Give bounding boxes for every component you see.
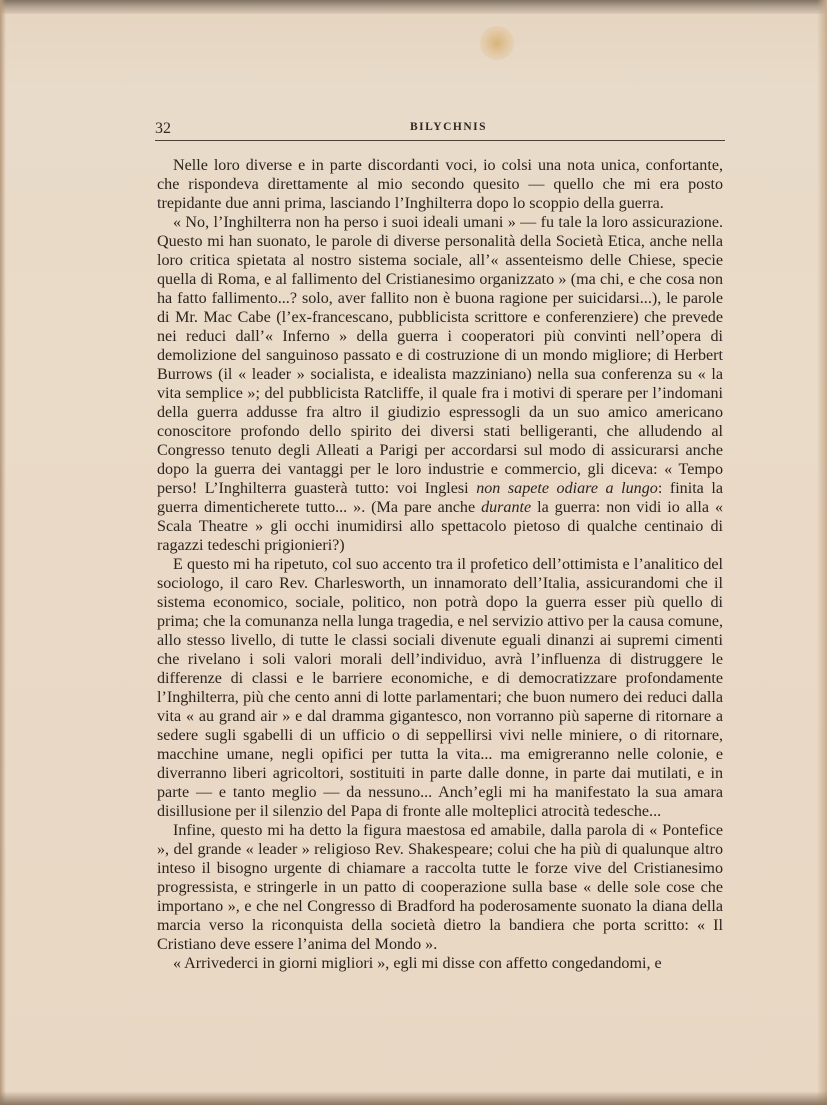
paragraph-1-text: Nelle loro diverse e in parte discordanti voci, io colsi una nota unica, confortante, che rispondeva direttamente al mio secondo quesito — quello che mi era posto trepidante due anni prima, lasciando l’Inghilterra dopo lo scoppio della guerra. [157,157,723,212]
page-right-edge [817,0,827,1105]
page-top-edge [0,0,827,14]
paragraph-1 [157,156,723,213]
page-left-edge [0,0,6,1105]
paragraph-2-text-c: la guerra: non vidi io alla « Scala Theatre » gli occhi inumidirsi allo spettacolo pietoso di qualche centinaio di ragazzi tedeschi prigionieri?) [157,499,723,554]
header-rule [155,140,725,141]
article-body [157,156,723,973]
italic-phrase-non-sapete: non sapete odiare a lungo [476,480,658,497]
paragraph-2 [157,213,723,555]
paragraph-5-text: « Arrivederci in giorni migliori », egli mi disse con affetto congedandomi, e [173,955,662,972]
running-head-title: BILYCHNIS [410,121,487,133]
italic-word-durante: durante [481,499,532,516]
paragraph-5 [157,954,723,973]
paragraph-3 [157,555,723,821]
paragraph-4 [157,821,723,954]
paragraph-2-text-b: : finita la guerra dimenticherete tutto... ». (Ma pare anche [157,480,723,516]
paragraph-2-text-a: « No, l’Inghilterra non ha perso i suoi ideali umani » — fu tale la loro assicurazione. Questo mi han suonato, le parole di diverse personalità della Società Etica, anche nella loro critica spietata al nostro sistema sociale, all’« assenteismo delle Chiese, specie quella di Roma, e al fallimento del Cristianesimo organizzato » (ma chi, e che cosa non ha fatto fallimento...? solo, aver fallito non è buona ragione per suicidarsi...), le parole di Mr. Mac Cabe (l’ex-francescano, pubblicista scrittore e conferenziere) che prevede nei reduci dall’« Inferno » della guerra i cooperatori più convinti nell’opera di demolizione del sanguinoso passato e di costruzione di un mondo migliore; di Herbert Burrows (il « leader » socialista, e idealista mazziniano) nella sua conferenza su « la vita semplice »; del pubblicista Ratcliffe, il quale fra i motivi di sperare per l’indomani della guerra addusse fra altro il giudizio espressogli da un suo amico americano conoscitore profondo dello spirito dei diversi stati belligeranti, che alludendo al Congresso tenuto degli Alleati a Parigi per accordarsi sul modo di assicurarsi anche dopo la guerra dei vantaggi per le loro industrie e commercio, gli diceva: « Tempo perso! L’Inghilterra guasterà tutto: voi Inglesi [157,214,723,497]
paragraph-3-text: E questo mi ha ripetuto, col suo accento tra il profetico dell’ottimista e l’analitico del sociologo, il caro Rev. Charlesworth, un innamorato dell’Italia, assicurandomi che il sistema economico, sociale, politico, non potrà dopo la guerra esser più quello di prima; che la comunanza nella lunga tragedia, e nel servizio attivo per la causa comune, allo stesso livello, di tutte le classi sociali divenute eguali dinanzi ai supremi cimenti che rivelano i soli valori morali dell’individuo, avrà l’influenza di distruggere le differenze di classi e le barriere economiche, e di democratizzare profondamente l’Inghilterra, più che cento anni di lotte parlamentari; che buon numero dei reduci dalla vita « au grand air » e dal dramma gigantesco, non vorranno più saperne di ritornare a sedere sugli sgabelli di un ufficio o di seppellirsi vivi nelle miniere, o di ritornare, macchine umane, negli opifici per tutta la vita... ma emigreranno nelle colonie, e diverranno liberi agricoltori, sostituiti in parte dalle donne, in parte dai mutilati, e in parte — e tanto meglio — da nessuno... Anch’egli mi ha manifestato la sua amara disillusione per il silenzio del Papa di fronte alle molteplici atrocità tedesche... [157,556,723,820]
paragraph-4-text: Infine, questo mi ha detto la figura maestosa ed amabile, dalla parola di « Pontefice », del grande « leader » religioso Rev. Shakespeare; colui che ha più di qualunque altro inteso il bisogno urgente di chiamare a raccolta tutte le forze vive del Cristianesimo progressista, e stringerle in un patto di cooperazione sulla base « delle sole cose che importano », e che nel Congresso di Bradford ha poderosamente suonato la diana della marcia verso la riconquista della società dietro la bandiera che porta scritto: « Il Cristiano deve essere l’anima del Mondo ». [157,822,723,953]
page-bottom-edge [0,1091,827,1105]
paper-stain [480,26,514,60]
page-header [155,118,725,142]
page-number: 32 [155,120,171,137]
